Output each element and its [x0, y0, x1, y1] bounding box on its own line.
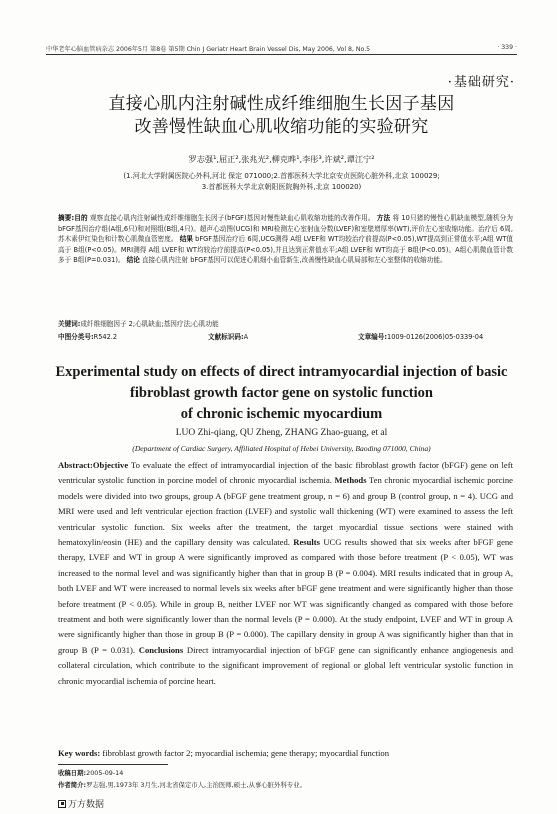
cn-conclusion: 直接心肌内注射 bFGF基因可以促进心肌细小血管新生,改善慢性缺血心肌局部和左心室整体的收缩功能。: [141, 256, 447, 265]
footnote-rule: [58, 764, 168, 765]
running-head-text: 中华老年心脑血管病杂志 2006年5月 第8卷 第5期 Chin J Geriatr Heart Brain Vessel Dis, May 2006, Vol 8, No.5: [46, 46, 371, 53]
header-rule: [46, 54, 517, 55]
footnote-received: [58, 768, 513, 777]
cn-abstract-label: 摘要:: [58, 214, 75, 222]
article-no-value: 1009-0126(2006)05-0339-04: [387, 333, 484, 341]
cn-title-line-1: 直接心肌内注射碱性成纤维细胞生长因子基因: [108, 94, 455, 114]
footnote-author: [58, 780, 513, 789]
cn-results: bFGF基因治疗后 6周,UCG测得 A组 LVEF和 WT均较治疗前提高(P<0.05),WT提高到正常值水平;A组 WT值高于 B组(P<0.05)。MRI测得 A组 LVEF和 WT均较治疗前提高(P<0.05),并且达到正常值水平;A组 LVEF和 WT均高于 B组(P<0.05)。A组心肌微血管计数多于 B组(P=0.031)。: [58, 235, 514, 265]
cn-authors: 罗志强¹,屈正²,张兆光²,柳克晔¹,李彤³,许斌²,谭江宁²: [188, 154, 375, 164]
cn-keywords: [58, 318, 513, 328]
cn-keywords-label: 关键词:: [58, 320, 81, 328]
wanfang-logo-icon: [58, 800, 66, 808]
cn-results-label: 结果: [179, 235, 193, 244]
en-title-line-2: fibroblast growth factor gene on systolic function: [130, 385, 433, 401]
clc-value: R542.2: [93, 333, 118, 341]
en-methods-label: Methods: [334, 475, 367, 486]
cn-methods-label: 方法: [376, 214, 391, 222]
section-label: · 基础研究·: [448, 71, 515, 90]
en-title-line-3: of chronic ischemic myocardium: [180, 406, 383, 422]
article-no-label: 文章编号:: [358, 333, 388, 341]
cn-methods: 将 10只猪的慢性心肌缺血模型,随机分为 bFGF基因治疗组(A组,6只)和对照组(B组,4只)。超声心动图(UCG)和 MRI检测左心室射血分数(LVEF)和室壁增厚率(WT),评价左心室收缩功能。治疗后 6周,苏木素伊红染色和计数心肌微血管密度。: [58, 214, 513, 244]
en-authors: LUO Zhi-qiang, QU Zheng, ZHANG Zhao-guang, et al: [175, 428, 388, 438]
cn-purpose: 观察直接心肌内注射碱性成纤维细胞生长因子(bFGF)基因对慢性缺血心肌收缩功能的改善作用。: [89, 214, 375, 222]
en-keywords-label: Key words:: [58, 748, 101, 758]
article-number: [358, 331, 483, 341]
received-date: 2005-09-14: [86, 769, 124, 777]
doc-code-label: 文献标识码:: [208, 333, 244, 341]
page-number: · 339 ·: [497, 44, 517, 51]
clc-label: 中图分类号:: [58, 333, 94, 341]
en-conclusions-label: Conclusions: [138, 644, 184, 655]
doc-code-value: A: [243, 333, 249, 341]
en-objective: To evaluate the effect of intramyocardial injection of the basic fibroblast growth factor (bFGF) gene on left ventricular systolic function in porcine model of chronic myocardial ischemia.: [58, 460, 513, 486]
cn-conclusion-label: 结论: [126, 256, 140, 265]
cn-title-line-2: 改善慢性缺血心肌收缩功能的实验研究: [134, 117, 429, 137]
en-methods: Ten chronic myocardial ischemic porcine models were divided into two groups, group A (bFGF gene treatment group, n = 6) and group B (control group, n = 4). UCG and MRI were used and left ventricular ejection fraction (LVEF) and systolic wall thickening (WT) were examined to assess the left ventricular systolic function. Six weeks after the treatment, the target myocardial tissue sections were stained with hematoxylin/eosin (HE) and the capillary density was calculated.: [58, 475, 513, 548]
cn-abstract: [58, 213, 513, 266]
cn-affiliation-line-1: (1.河北大学附属医院心外科,河北 保定 071000;2.首都医科大学北京安贞医院心脏外科,北京 100029;: [123, 172, 440, 180]
wanfang-text: 万方数据: [68, 800, 105, 810]
en-results: UCG results showed that six weeks after bFGF gene therapy, LVEF and WT in group A were significantly improved as compared with those before treatment (P < 0.05), WT was increased to the normal level and was significantly higher than that in group B (P = 0.004). MRI results indicated that in group A, both LVEF and WT were increased to normal levels six weeks after bFGF gene treatment and were significantly higher than those before treatment (P < 0.05). While in group B, neither LVEF nor WT was significantly changed as compared with those before treatment and both were significantly lower than the normal levels (P = 0.000). At the study endpoint, LVEF and WT in group A were significantly higher than those in group B (P = 0.000). The capillary density in group A was significantly higher than that in group B (P = 0.031).: [58, 537, 513, 655]
en-objective-label: Objective: [92, 460, 129, 470]
cn-meta: [58, 331, 513, 341]
en-keywords: [58, 748, 513, 758]
wanfang-watermark: [58, 797, 104, 810]
en-conclusions: Direct intramyocardial injection of bFGF gene can significantly enhance angiogenesis and collateral circulation, which contribute to the significant improvement of regional or global left ventricular systolic function in chronic myocardial ischemia of porcine heart.: [58, 644, 514, 686]
received-label: 收稿日期:: [58, 769, 87, 777]
author-bio-label: 作者简介:: [58, 781, 87, 789]
cn-keywords-value: 成纤维细胞因子 2;心肌缺血;基因疗法;心肌功能: [80, 320, 219, 328]
cn-affiliation-line-2: 3.首都医科大学北京朝阳医院胸外科,北京 100020): [201, 183, 362, 191]
running-head: [46, 44, 517, 53]
document-code: [208, 331, 358, 341]
en-abstract: [58, 458, 513, 689]
en-keywords-value: fibroblast growth factor 2; myocardial ischemia; gene therapy; myocardial function: [102, 748, 390, 758]
cn-purpose-label: 目的: [74, 214, 88, 222]
author-bio: 罗志强,男,1973年 3月生,河北省保定市人,主治医师,硕士,从事心脏外科专业。: [86, 781, 307, 789]
en-title-line-1: Experimental study on effects of direct intramyocardial injection of basic: [55, 364, 508, 380]
en-abstract-label: Abstract:: [58, 460, 93, 470]
clc-number: [58, 331, 208, 341]
en-affiliation: (Department of Cardiac Surgery, Affiliated Hospital of Hebei University, Baoding 071000, China): [132, 444, 431, 453]
en-results-label: Results: [293, 537, 320, 548]
